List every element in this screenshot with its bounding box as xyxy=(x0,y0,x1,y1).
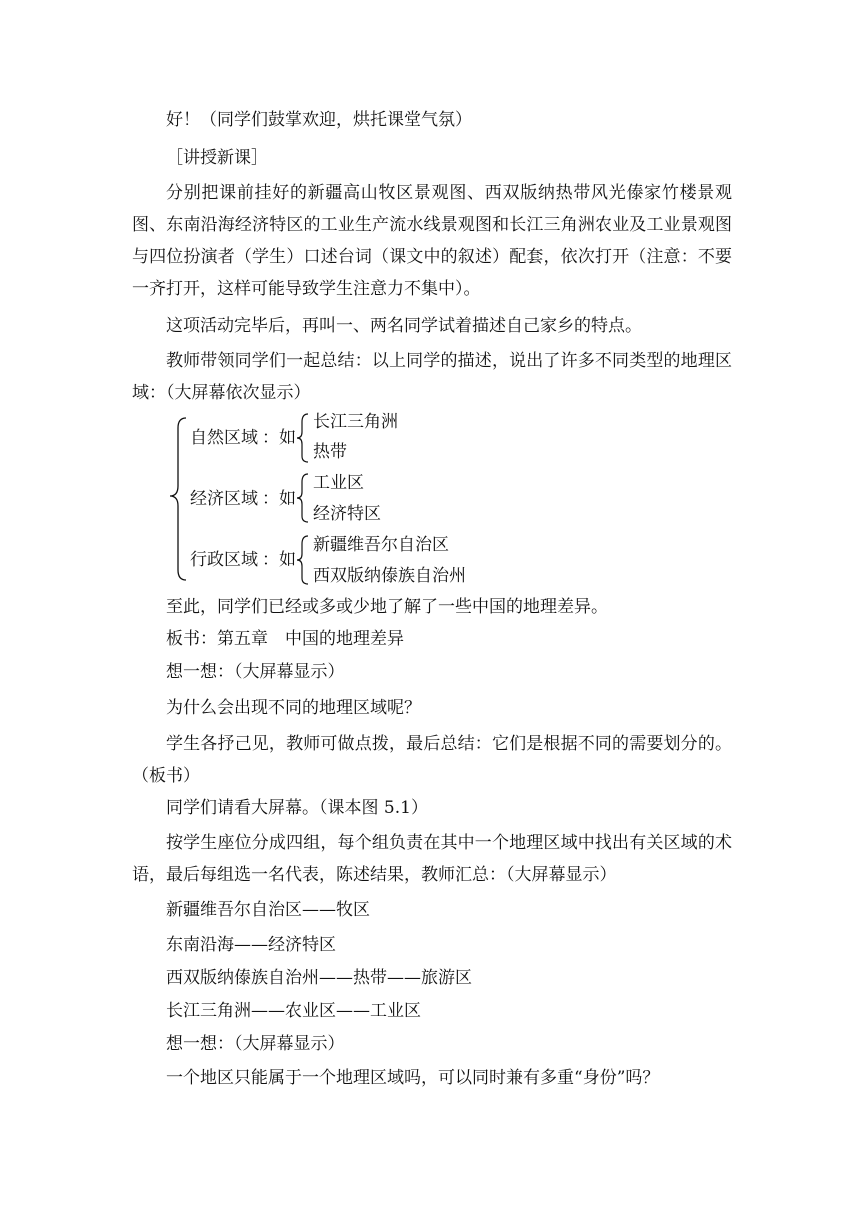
example-item: 新疆维吾尔自治区 xyxy=(313,535,449,555)
paragraph-line: 长江三角洲——农业区——工业区 xyxy=(166,1001,421,1021)
paragraph-line: 按学生座位分成四组，每个组负责在其中一个地理区域中找出有关区域的术 xyxy=(166,833,732,853)
brace-economic xyxy=(297,474,308,522)
category-natural: 自然区域 xyxy=(190,428,258,448)
example-item: 长江三角洲 xyxy=(313,412,398,432)
paragraph-line: 语，最后每组选一名代表，陈述结果，教师汇总：（大屏幕显示） xyxy=(132,865,617,885)
paragraph-line: 至此，同学们已经或多或少地了解了一些中国的地理差异。 xyxy=(166,597,608,617)
paragraph-line: 想一想：（大屏幕显示） xyxy=(166,1034,345,1054)
paragraph-line: 想一想：（大屏幕显示） xyxy=(166,662,345,682)
section-heading: ［讲授新课］ xyxy=(166,148,268,168)
brace-natural xyxy=(297,414,308,462)
paragraph-line: 板书：第五章 中国的地理差异 xyxy=(166,629,404,649)
paragraph-line: 图、东南沿海经济特区的工业生产流水线景观图和长江三角洲农业及工业景观图 xyxy=(132,215,732,235)
paragraph-line: 教师带领同学们一起总结：以上同学的描述，说出了许多不同类型的地理区 xyxy=(166,351,732,371)
category-separator: ：如 xyxy=(262,550,296,570)
paragraph-line: （板书） xyxy=(132,766,200,786)
paragraph-line: 新疆维吾尔自治区——牧区 xyxy=(166,900,370,920)
paragraph-line: 这项活动完毕后，再叫一、两名同学试着描述自己家乡的特点。 xyxy=(166,316,642,336)
paragraph-line: 与四位扮演者（学生）口述台词（课文中的叙述）配套，依次打开（注意：不要 xyxy=(132,247,732,267)
paragraph-line: 一个地区只能属于一个地理区域吗，可以同时兼有多重“身份”吗？ xyxy=(166,1068,660,1088)
paragraph-line: 好！（同学们鼓掌欢迎，烘托课堂气氛） xyxy=(166,110,472,130)
paragraph-line: 西双版纳傣族自治州——热带——旅游区 xyxy=(166,968,472,988)
example-item: 工业区 xyxy=(313,473,364,493)
main-brace xyxy=(170,418,186,580)
example-item: 西双版纳傣族自治州 xyxy=(313,566,466,586)
paragraph-line: 学生各抒己见，教师可做点拨，最后总结：它们是根据不同的需要划分的。 xyxy=(166,734,732,754)
paragraph-line: 一齐打开，这样可能导致学生注意力不集中）。 xyxy=(132,279,481,299)
paragraph-line: 域：（大屏幕依次显示） xyxy=(132,383,311,403)
category-administrative: 行政区域 xyxy=(190,550,258,570)
category-separator: ：如 xyxy=(262,489,296,509)
paragraph-line: 东南沿海——经济特区 xyxy=(166,935,336,955)
brace-administrative xyxy=(297,536,308,584)
example-item: 经济特区 xyxy=(313,504,381,524)
paragraph-line: 分别把课前挂好的新疆高山牧区景观图、西双版纳热带风光傣家竹楼景观 xyxy=(166,183,732,203)
paragraph-line: 同学们请看大屏幕。（课本图 5.1） xyxy=(166,798,428,818)
category-economic: 经济区域 xyxy=(190,489,258,509)
category-separator: ：如 xyxy=(262,428,296,448)
paragraph-line: 为什么会出现不同的地理区域呢？ xyxy=(166,698,421,718)
example-item: 热带 xyxy=(313,442,347,462)
